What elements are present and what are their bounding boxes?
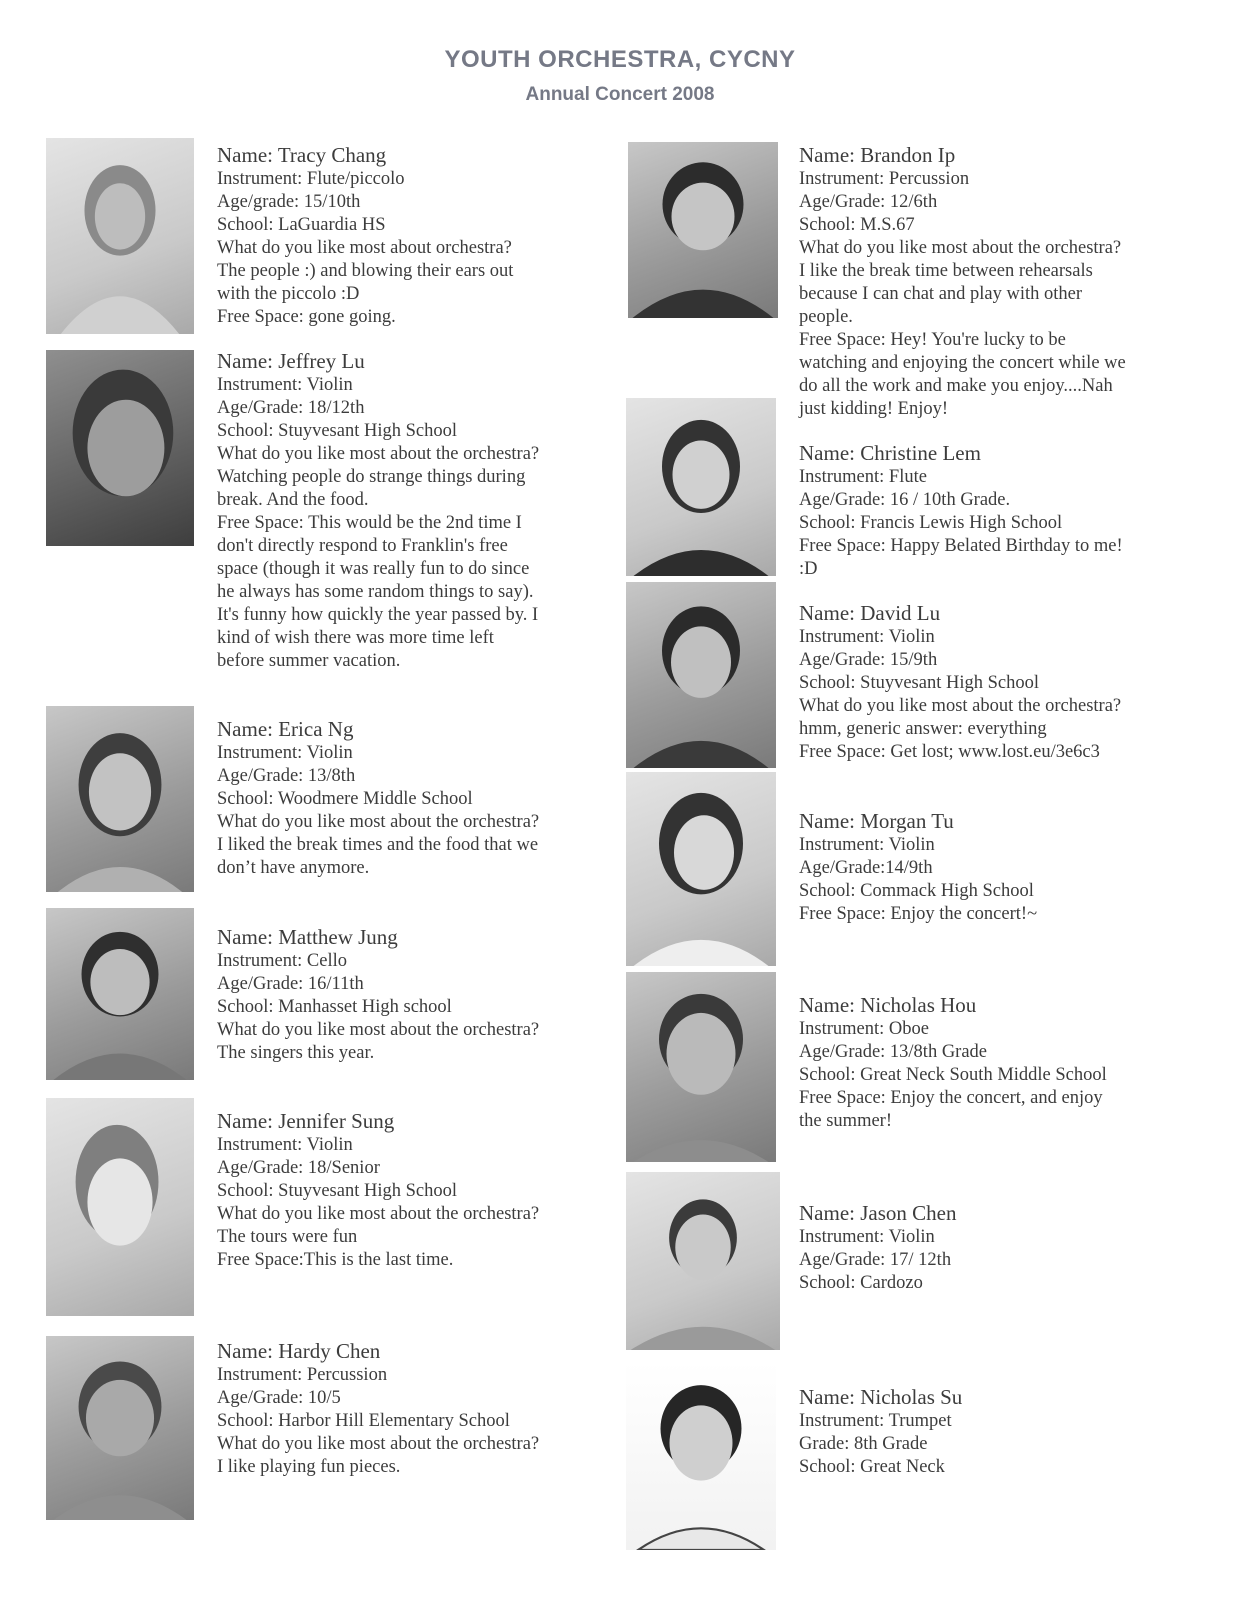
member-entry-jeffrey-lu — [217, 348, 539, 673]
photo-matthew-jung — [46, 908, 194, 1080]
member-line: Instrument: Percussion — [799, 169, 970, 189]
photo-morgan-tu — [626, 772, 776, 966]
member-line: School: Woodmere Middle School — [217, 789, 473, 809]
member-name: Name: Hardy Chen — [217, 1339, 381, 1363]
member-line: because I can chat and play with other — [799, 284, 1083, 304]
member-line: watching and enjoying the concert while we — [799, 353, 1126, 373]
member-line: What do you like most about the orchestra? — [217, 1434, 540, 1454]
member-line: The singers this year. — [217, 1043, 375, 1063]
member-name: Name: Tracy Chang — [217, 143, 387, 167]
member-line: kind of wish there was more time left — [217, 628, 494, 648]
member-line: Free Space: gone going. — [217, 307, 396, 327]
member-line: Age/Grade: 17/ 12th — [799, 1250, 952, 1270]
member-line: Free Space: Enjoy the concert!~ — [799, 904, 1038, 924]
member-name: Name: Jason Chen — [799, 1201, 957, 1225]
member-name: Name: Nicholas Hou — [799, 993, 977, 1017]
member-line: don't directly respond to Franklin's free — [217, 536, 508, 556]
member-line: School: Stuyvesant High School — [217, 421, 457, 441]
member-line: It's funny how quickly the year passed by. I — [217, 605, 539, 625]
member-line: Free Space: Hey! You're lucky to be — [799, 330, 1066, 350]
member-line: School: Great Neck — [799, 1457, 945, 1477]
member-line: I like the break time between rehearsals — [799, 261, 1093, 281]
member-entry-erica-ng — [217, 716, 539, 880]
member-line: What do you like most about the orchestra? — [217, 812, 540, 832]
member-entry-hardy-chen — [217, 1338, 539, 1479]
member-line: hmm, generic answer: everything — [799, 719, 1047, 739]
member-line: Watching people do strange things during — [217, 467, 526, 487]
photo-nicholas-su — [626, 1362, 776, 1550]
member-line: Age/Grade: 15/9th — [799, 650, 938, 670]
member-line: What do you like most about orchestra? — [217, 238, 512, 258]
member-line: Instrument: Oboe — [799, 1019, 929, 1039]
member-line: What do you like most about the orchestra? — [217, 1204, 540, 1224]
member-entry-nicholas-su — [799, 1384, 962, 1479]
member-line: he always has some random things to say). — [217, 582, 534, 602]
member-entry-tracy-chang — [217, 142, 513, 329]
member-entry-nicholas-hou — [799, 992, 1107, 1133]
photo-nicholas-hou — [626, 972, 776, 1162]
member-line: Instrument: Percussion — [217, 1365, 388, 1385]
member-line: don’t have anymore. — [217, 858, 370, 878]
member-line: do all the work and make you enjoy....Nah — [799, 376, 1113, 396]
member-line: people. — [799, 307, 853, 327]
member-line: Instrument: Violin — [799, 835, 935, 855]
member-line: School: Cardozo — [799, 1273, 923, 1293]
member-line: Instrument: Flute — [799, 467, 927, 487]
photo-christine-lem — [626, 398, 776, 576]
member-line: Free Space:This is the last time. — [217, 1250, 454, 1270]
member-line: Free Space: Get lost; www.lost.eu/3e6c3 — [799, 742, 1100, 762]
member-entry-jennifer-sung — [217, 1108, 539, 1272]
member-line: School: Stuyvesant High School — [217, 1181, 457, 1201]
page-title: YOUTH ORCHESTRA, CYCNY — [444, 46, 796, 73]
member-name: Name: Jeffrey Lu — [217, 349, 365, 373]
member-line: What do you like most about the orchestra? — [799, 238, 1122, 258]
member-line: School: Francis Lewis High School — [799, 513, 1063, 533]
member-line: Instrument: Trumpet — [799, 1411, 952, 1431]
member-line: School: Stuyvesant High School — [799, 673, 1039, 693]
member-name: Name: Brandon Ip — [799, 143, 956, 167]
member-line: What do you like most about the orchestra? — [799, 696, 1122, 716]
member-line: I like playing fun pieces. — [217, 1457, 401, 1477]
member-line: Age/Grade: 18/Senior — [217, 1158, 380, 1178]
member-line: School: M.S.67 — [799, 215, 915, 235]
member-line: Age/Grade: 16/11th — [217, 974, 364, 994]
member-line: The people :) and blowing their ears out — [217, 261, 514, 281]
photo-brandon-ip — [628, 142, 778, 318]
member-line: break. And the food. — [217, 490, 369, 510]
member-line: I liked the break times and the food that we — [217, 835, 539, 855]
member-line: School: Manhasset High school — [217, 997, 452, 1017]
member-line: Instrument: Violin — [217, 375, 353, 395]
member-name: Name: Erica Ng — [217, 717, 354, 741]
member-line: Instrument: Violin — [799, 627, 935, 647]
member-line: Age/Grade: 13/8th — [217, 766, 356, 786]
member-line: The tours were fun — [217, 1227, 358, 1247]
member-line: Instrument: Violin — [217, 1135, 353, 1155]
member-line: What do you like most about the orchestra? — [217, 1020, 540, 1040]
member-line: School: Harbor Hill Elementary School — [217, 1411, 510, 1431]
photo-tracy-chang — [46, 138, 194, 334]
member-entry-brandon-ip — [799, 142, 1126, 421]
member-line: Age/Grade: 16 / 10th Grade. — [799, 490, 1011, 510]
member-line: Age/Grade: 13/8th Grade — [799, 1042, 988, 1062]
member-line: What do you like most about the orchestra? — [217, 444, 540, 464]
member-line: Grade: 8th Grade — [799, 1434, 928, 1454]
member-entry-christine-lem — [799, 440, 1123, 581]
member-line: Age/Grade: 18/12th — [217, 398, 365, 418]
member-entry-david-lu — [799, 600, 1121, 764]
member-name: Name: Jennifer Sung — [217, 1109, 395, 1133]
member-line: just kidding! Enjoy! — [799, 399, 949, 419]
member-line: Instrument: Flute/piccolo — [217, 169, 405, 189]
member-line: the summer! — [799, 1111, 892, 1131]
photo-hardy-chen — [46, 1336, 194, 1520]
member-line: Age/Grade: 10/5 — [217, 1388, 341, 1408]
photo-david-lu — [626, 582, 776, 768]
member-entry-matthew-jung — [217, 924, 539, 1065]
member-line: Age/grade: 15/10th — [217, 192, 361, 212]
member-line: Instrument: Violin — [217, 743, 353, 763]
member-entry-jason-chen — [799, 1200, 956, 1295]
member-line: Age/Grade:14/9th — [799, 858, 933, 878]
member-name: Name: Nicholas Su — [799, 1385, 963, 1409]
photo-jeffrey-lu — [46, 350, 194, 546]
member-line: Free Space: This would be the 2nd time I — [217, 513, 522, 533]
member-line: School: Commack High School — [799, 881, 1034, 901]
member-line: Free Space: Happy Belated Birthday to me! — [799, 536, 1123, 556]
member-line: Age/Grade: 12/6th — [799, 192, 938, 212]
member-name: Name: Christine Lem — [799, 441, 981, 465]
member-line: Free Space: Enjoy the concert, and enjoy — [799, 1088, 1103, 1108]
member-line: Instrument: Violin — [799, 1227, 935, 1247]
member-line: space (though it was really fun to do since — [217, 559, 530, 579]
member-line: :D — [799, 559, 818, 579]
member-name: Name: Morgan Tu — [799, 809, 954, 833]
photo-jennifer-sung — [46, 1098, 194, 1316]
member-line: School: LaGuardia HS — [217, 215, 386, 235]
photo-erica-ng — [46, 706, 194, 892]
member-line: with the piccolo :D — [217, 284, 360, 304]
member-entry-morgan-tu — [799, 808, 1037, 926]
member-name: Name: Matthew Jung — [217, 925, 398, 949]
member-line: Instrument: Cello — [217, 951, 347, 971]
member-line: School: Great Neck South Middle School — [799, 1065, 1107, 1085]
photo-jason-chen — [626, 1172, 780, 1350]
member-line: before summer vacation. — [217, 651, 401, 671]
member-name: Name: David Lu — [799, 601, 941, 625]
page-subtitle: Annual Concert 2008 — [525, 84, 715, 105]
